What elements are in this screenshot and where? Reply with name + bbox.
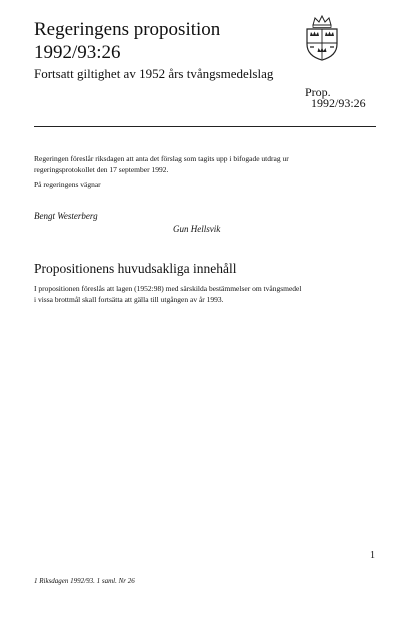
prop-reference-number: 1992/93:26 xyxy=(311,96,366,110)
summary-heading: Propositionens huvudsakliga innehåll xyxy=(34,261,237,276)
header-divider xyxy=(34,126,376,127)
prop-label: Prop. xyxy=(305,85,331,99)
footer-note: 1 Riksdagen 1992/93. 1 saml. Nr 26 xyxy=(34,577,135,585)
swedish-coat-of-arms-icon xyxy=(302,14,342,62)
on-behalf-line: På regeringens vägnar xyxy=(34,180,101,189)
summary-paragraph: I propositionen föreslås att lagen (1952:98) med särskilda bestämmelser om tvångsmedel i vissa brottmål skall fortsätta att gälla till utgången av år 1993. xyxy=(34,284,302,304)
document-subtitle: Fortsatt giltighet av 1952 års tvångsmedelslag xyxy=(34,66,274,81)
proposition-number: 1992/93:26 xyxy=(34,42,121,63)
document-title: Regeringens proposition xyxy=(34,19,221,40)
intro-paragraph: Regeringen föreslår riksdagen att anta det förslag som tagits upp i bifogade utdrag ur regeringsprotokollet den 17 september 1992. xyxy=(34,154,289,174)
page-number: 1 xyxy=(370,550,375,561)
signature-westerberg: Bengt Westerberg xyxy=(34,211,98,221)
signature-hellsvik: Gun Hellsvik xyxy=(173,224,221,234)
